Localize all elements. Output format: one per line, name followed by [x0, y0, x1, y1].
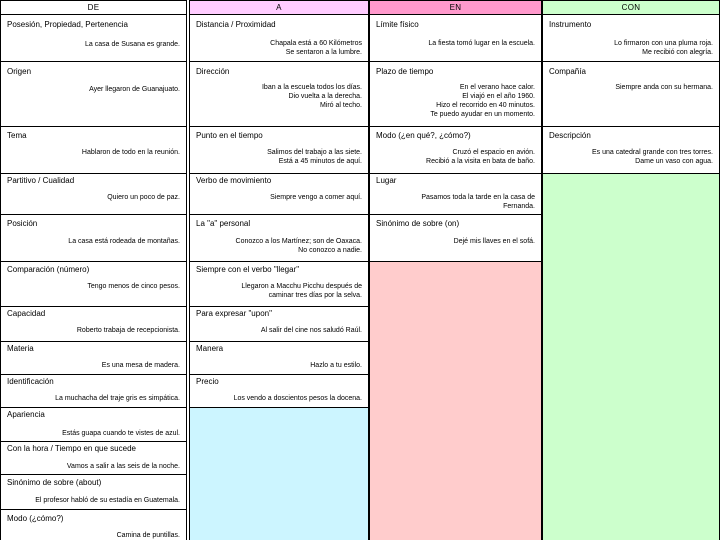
con-empty-fill	[542, 174, 720, 540]
en-row-limite	[369, 15, 542, 62]
a-row-precio	[189, 375, 369, 408]
a-label: Dirección	[196, 67, 230, 76]
a-row-movimiento	[189, 174, 369, 215]
a-example	[262, 83, 362, 110]
en-example-line: Cruzó el espacio en avión.	[452, 149, 535, 156]
de-row-materia	[0, 342, 187, 375]
de-example: Camina de puntillas.	[116, 532, 180, 539]
de-example: Estás guapa cuando te vistes de azul.	[62, 430, 180, 437]
en-row-plazo	[369, 62, 542, 127]
en-empty-fill	[369, 262, 542, 540]
de-label: Sinónimo de sobre (about)	[7, 478, 102, 487]
a-example-line: Hazlo a tu estilo.	[310, 362, 362, 369]
a-example-line: Chapala está a 60 Kilómetros	[270, 40, 362, 47]
a-label: La "a" personal	[196, 219, 251, 228]
a-example-line: Siempre vengo a comer aquí.	[270, 194, 362, 201]
column-con	[542, 0, 720, 540]
de-row-origen	[0, 62, 187, 127]
a-example-line: caminar tres días por la selva.	[268, 292, 362, 299]
de-example: Es una mesa de madera.	[101, 362, 180, 369]
en-label: Límite físico	[376, 20, 419, 29]
a-example	[267, 148, 362, 166]
a-row-upon	[189, 307, 369, 342]
a-row-distancia	[189, 15, 369, 62]
con-example-line: Dame un vaso con agua.	[635, 158, 713, 165]
con-example	[614, 39, 713, 57]
de-example: La casa de Susana es grande.	[85, 41, 180, 48]
con-example-line: Siempre anda con su hermana.	[615, 84, 713, 91]
de-row-posesion	[0, 15, 187, 62]
con-row-instrumento	[542, 15, 720, 62]
header-de: DE	[0, 0, 187, 15]
con-row-descripcion	[542, 127, 720, 174]
a-example	[261, 326, 362, 335]
a-label: Punto en el tiempo	[196, 131, 263, 140]
en-example-line: Dejé mis llaves en el sofá.	[453, 238, 535, 245]
de-label: Modo (¿cómo?)	[7, 514, 64, 523]
de-row-posicion	[0, 215, 187, 262]
a-example-line: Los vendo a doscientos pesos la docena.	[233, 395, 362, 402]
a-example-line: Iban a la escuela todos los días.	[261, 84, 362, 91]
de-example: La muchacha del traje gris es simpática.	[55, 395, 180, 402]
en-example	[428, 39, 535, 48]
a-row-tiempo	[189, 127, 369, 174]
de-example: Tengo menos de cinco pesos.	[87, 283, 180, 290]
en-example-line: El viajó en el año 1960.	[462, 93, 535, 100]
en-label: Lugar	[376, 176, 397, 185]
de-label: Posición	[7, 219, 38, 228]
de-label: Materia	[7, 344, 34, 353]
a-example-line: Al salir del cine nos saludó Raúl.	[260, 327, 362, 334]
de-example: Ayer llegaron de Guanajuato.	[89, 86, 180, 93]
header-en: EN	[369, 0, 542, 15]
en-example-line: Fernanda.	[503, 203, 535, 210]
en-row-modo	[369, 127, 542, 174]
de-row-partitivo	[0, 174, 187, 215]
a-example	[270, 39, 362, 57]
de-row-capacidad	[0, 307, 187, 342]
column-en	[369, 0, 542, 540]
con-label: Descripción	[549, 131, 591, 140]
de-row-sobre	[0, 475, 187, 510]
en-label: Plazo de tiempo	[376, 67, 434, 76]
de-label: Origen	[7, 67, 32, 76]
de-label: Comparación (número)	[7, 265, 90, 274]
con-example-line: Es una catedral grande con tres torres.	[591, 149, 713, 156]
de-label: Partitivo / Cualidad	[7, 176, 75, 185]
en-example-line: En el verano hace calor.	[459, 84, 535, 91]
con-example	[592, 148, 713, 166]
en-example	[454, 237, 535, 246]
de-row-apariencia	[0, 408, 187, 442]
en-row-sobre	[369, 215, 542, 262]
de-example: La casa está rodeada de montañas.	[68, 238, 180, 245]
con-label: Compañía	[549, 67, 586, 76]
con-example-line: Lo firmaron con una pluma roja.	[614, 40, 713, 47]
de-row-tema	[0, 127, 187, 174]
de-label: Apariencia	[7, 410, 45, 419]
de-label: Tema	[7, 131, 27, 140]
a-label: Precio	[196, 377, 219, 386]
con-label: Instrumento	[549, 20, 592, 29]
a-example	[310, 361, 362, 370]
en-example	[426, 148, 535, 166]
a-row-direccion	[189, 62, 369, 127]
en-example-line: Pasamos toda la tarde en la casa de	[421, 194, 535, 201]
a-example-line: Miró al techo.	[319, 102, 362, 109]
a-label: Siempre con el verbo "llegar"	[196, 265, 300, 274]
de-row-comparacion	[0, 262, 187, 307]
a-example-line: Salimos del trabajo a las siete.	[267, 149, 362, 156]
en-label: Sinónimo de sobre (on)	[376, 219, 460, 228]
header-a: A	[189, 0, 369, 15]
de-row-identificacion	[0, 375, 187, 408]
a-example	[270, 193, 362, 202]
a-example	[241, 282, 362, 300]
en-example-line: La fiesta tomó lugar en la escuela.	[428, 40, 535, 47]
column-a	[189, 0, 369, 540]
con-example	[615, 83, 713, 92]
en-example-line: Te puedo ayudar en un momento.	[430, 111, 535, 118]
a-label: Distancia / Proximidad	[196, 20, 276, 29]
con-example-line: Me recibió con alegría.	[642, 49, 713, 56]
de-row-modo	[0, 510, 187, 540]
header-con: CON	[542, 0, 720, 15]
de-example: El profesor habló de su estadía en Guatemala.	[35, 497, 180, 504]
de-example: Hablaron de todo en la reunión.	[81, 149, 180, 156]
a-example-line: Se sentaron a la lumbre.	[285, 49, 362, 56]
column-de	[0, 0, 187, 540]
en-example	[430, 83, 535, 119]
de-example: Roberto trabaja de recepcionista.	[76, 327, 180, 334]
en-label: Modo (¿en qué?, ¿cómo?)	[376, 131, 471, 140]
a-example-line: Conozco a los Martínez; son de Oaxaca.	[235, 238, 362, 245]
de-label: Identificación	[7, 377, 54, 386]
a-empty-fill	[189, 408, 369, 540]
de-example: Quiero un poco de paz.	[107, 194, 180, 201]
a-label: Manera	[196, 344, 224, 353]
de-row-hora	[0, 442, 187, 475]
con-row-compania	[542, 62, 720, 127]
a-label: Verbo de movimiento	[196, 176, 272, 185]
a-row-llegar	[189, 262, 369, 307]
en-example-line: Recibió a la visita en bata de baño.	[426, 158, 535, 165]
a-example-line: Llegaron a Macchu Picchu después de	[241, 283, 362, 290]
de-label: Con la hora / Tiempo en que sucede	[7, 444, 136, 453]
a-example-line: Dio vuelta a la derecha.	[288, 93, 362, 100]
en-row-lugar	[369, 174, 542, 215]
de-label: Capacidad	[7, 309, 46, 318]
a-row-manera	[189, 342, 369, 375]
a-example	[236, 237, 362, 255]
en-example-line: Hizo el recorrido en 40 minutos.	[436, 102, 535, 109]
en-example	[421, 193, 535, 211]
de-example: Vamos a salir a las seis de la noche.	[66, 463, 180, 470]
a-example-line: No conozco a nadie.	[298, 247, 362, 254]
de-label: Posesión, Propiedad, Pertenencia	[7, 20, 128, 29]
a-row-personal	[189, 215, 369, 262]
a-example-line: Está a 45 minutos de aquí.	[278, 158, 362, 165]
a-label: Para expresar "upon"	[196, 309, 272, 318]
a-example	[234, 394, 362, 403]
